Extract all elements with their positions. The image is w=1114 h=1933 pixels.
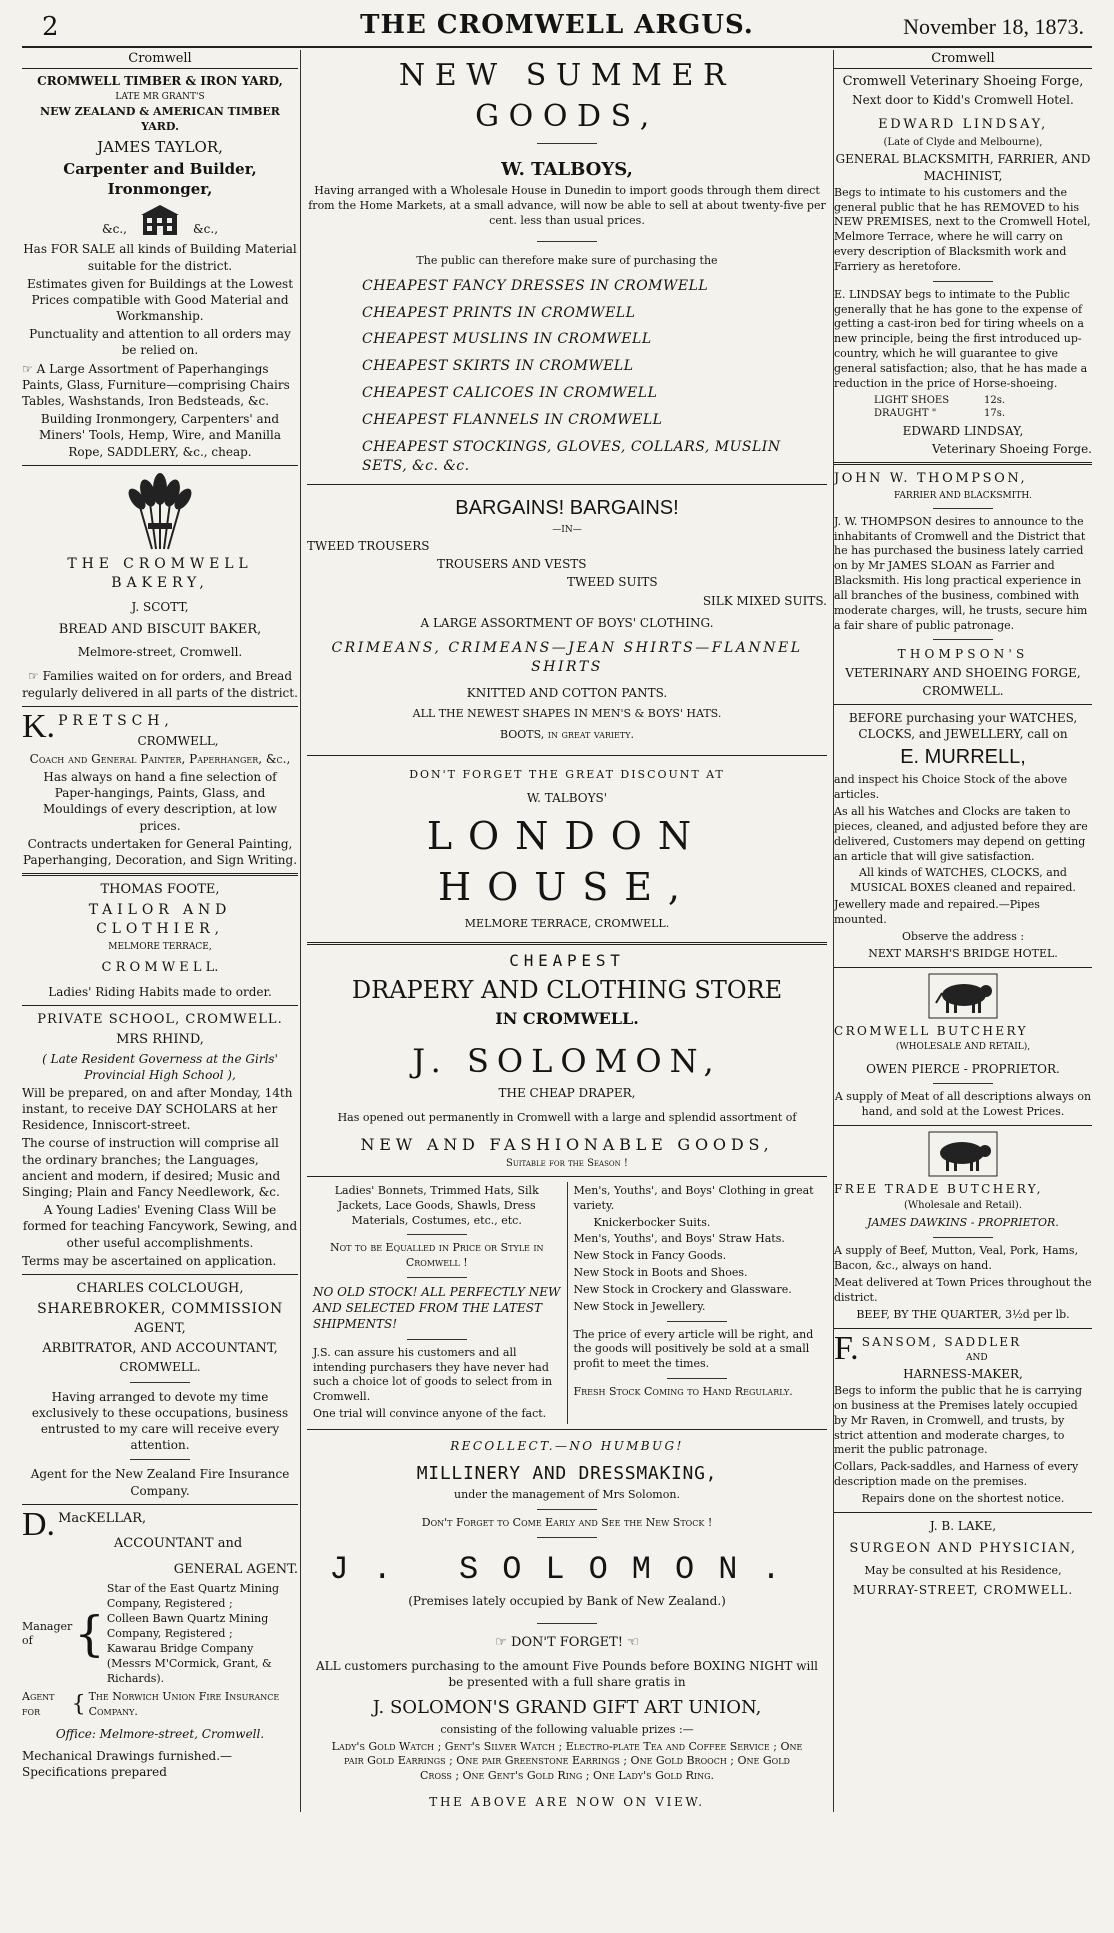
wheat-sheaf-icon — [120, 471, 200, 551]
page-number: 2 — [42, 12, 59, 42]
ad-text: May be consulted at his Residence, — [864, 1563, 1062, 1577]
drop-initial: D. — [22, 1505, 56, 1543]
ad-address: NEXT MARSH'S BRIDGE HOTEL. — [868, 946, 1058, 960]
ad-trade: FARRIER AND BLACKSMITH. — [893, 490, 1033, 501]
brace-icon: { — [74, 1606, 105, 1663]
cheapest-header: CHEAPEST — [509, 951, 625, 970]
free-trade-butchery-ad — [834, 1131, 1092, 1323]
ad-town: C R O M W E L L. — [101, 959, 219, 975]
ad-owner: THOMAS FOOTE, — [100, 882, 220, 898]
thompson-ad — [834, 470, 1092, 699]
details-left — [307, 1182, 568, 1424]
list-item: Men's, Youths', and Boys' Straw Hats. — [573, 1232, 785, 1246]
ad-title: THE CROMWELL BAKERY, — [67, 555, 253, 591]
assure-text: The public can therefore make sure of purchasing the — [416, 253, 718, 267]
bull-illustration — [834, 1131, 1092, 1177]
house-icon — [137, 203, 183, 237]
ad-title: MacKELLAR, — [58, 1510, 147, 1526]
column-left — [22, 50, 298, 1783]
managed-company: Star of the East Quartz Mining Company, Registered ; — [106, 1582, 280, 1611]
ad-text: Will be prepared, on and after Monday, 14th instant, to receive DAY SCHOLARS at her Residence, Inniscort-street. — [22, 1085, 293, 1133]
ad-owner: CHARLES COLCLOUGH, — [76, 1280, 244, 1296]
on-view-line: THE ABOVE ARE NOW ON VIEW. — [429, 1795, 705, 1810]
ad-text: Punctuality and attention to all orders may be relied on. — [29, 327, 291, 358]
bull-icon — [928, 1131, 998, 1177]
section-label: Cromwell — [834, 50, 1092, 69]
manager-label: Manager of — [22, 1619, 73, 1648]
ad-trade: AGENT, — [134, 1321, 186, 1337]
agent-label: Agent for — [22, 1690, 55, 1719]
ad-intro: BEFORE purchasing your WATCHES, CLOCKS, and JEWELLERY, call on — [848, 711, 1078, 742]
ad-text: Terms may be ascertained on application. — [22, 1253, 277, 1268]
ad-trade: HARNESS-MAKER, — [903, 1366, 1023, 1381]
etc-left: &c., — [101, 222, 127, 237]
millinery-headline: MILLINERY AND DRESSMAKING, — [416, 1463, 718, 1485]
agent-for — [22, 1690, 298, 1720]
drapery-subheadline: IN CROMWELL. — [495, 1008, 639, 1028]
list-item: Men's, Youths', and Boys' Clothing in great variety. — [573, 1183, 814, 1212]
etc-right: &c., — [193, 222, 219, 237]
school-ad — [22, 1011, 298, 1269]
assurance-text: J.S. can assure his customers and all intending purchasers they have never had such a choice lot of goods to select from in Cromwell. — [313, 1345, 553, 1404]
ad-note: AND — [966, 1352, 988, 1363]
issue-date: November 18, 1873. — [903, 14, 1084, 39]
management-line: under the management of Mrs Solomon. — [454, 1488, 680, 1502]
ad-text: Has always on hand a fine selection of Paper-hangings, Paints, Glass, and Mouldings of every description, at low prices. — [42, 770, 278, 833]
ad-text: E. LINDSAY begs to intimate to the Public generally that he has gone to the expense of getting a cast-iron bed for tiring wheels on a new principle, being the first introduced up-country, which he will guarantee to give general satisfaction; also, that he has made a reduction in the price of Horse-shoeing. — [834, 287, 1088, 390]
section-label: Cromwell — [22, 50, 298, 69]
agent-company: The Norwich Union Fire Insurance Company. — [88, 1690, 280, 1719]
wheat-sheaf-illustration — [22, 471, 298, 551]
forge-ad — [834, 73, 1092, 458]
sansom-ad — [834, 1329, 1092, 1507]
goods-line: ALL THE NEWEST SHAPES IN MEN'S & BOYS' HATS. — [412, 706, 722, 720]
ad-text: All kinds of WATCHES, CLOCKS, and MUSICAL BOXES cleaned and repaired. — [850, 866, 1076, 895]
price-value: 17s. — [984, 408, 1006, 420]
solomon-details — [307, 1182, 827, 1424]
list-item: CHEAPEST MUSLINS IN CROMWELL — [362, 331, 652, 348]
come-early-line: Don't Forget to Come Early and See the New Stock ! — [421, 1516, 713, 1530]
price-text: The price of every article will be right, and the goods will positively be sold at a small profit to meet the times. — [573, 1327, 814, 1371]
goods-line: A LARGE ASSORTMENT OF BOYS' CLOTHING. — [420, 615, 714, 630]
prizes-text: Lady's Gold Watch ; Gent's Silver Watch ; Electro-plate Tea and Coffee Service ; One pair Gold Earrings ; One pair Greenstone Earrings ; One Gold Brooch ; One Gold Cross ; One Gent's Gold Ring ; One Lady's Gold Ring. — [331, 1739, 803, 1783]
discount-line: DON'T FORGET THE GREAT DISCOUNT AT — [409, 767, 725, 781]
ad-text-body: Families waited on for orders, and Bread regularly delivered in all parts of the district. — [22, 669, 298, 700]
house-illustration — [22, 203, 298, 237]
ad-note: (Late of Clyde and Melbourne), — [883, 136, 1043, 148]
list-item: New Stock in Boots and Shoes. — [573, 1266, 748, 1280]
ad-text: Begs to inform the public that he is carrying on business at the Premises lately occupied by Mr Raven, in Cromwell, and trusts, by strict attention and moderate charges, to merit the public patronage. — [834, 1384, 1082, 1457]
list-item: CHEAPEST STOCKINGS, GLOVES, COLLARS, MUSLIN SETS, &c. &c. — [362, 439, 781, 474]
ad-town: CROMWELL. — [119, 1360, 201, 1375]
ad-text: Observe the address : — [901, 929, 1025, 943]
intro-text: Having arranged with a Wholesale House in Dunedin to import goods through them direct from the Home Markets, at a small advance, will now be able to sell at about twenty-five per cent. less than usual prices. — [308, 184, 826, 227]
cheap-draper: THE CHEAP DRAPER, — [498, 1085, 636, 1100]
cheapest-list — [307, 277, 827, 476]
bakery-ad — [22, 471, 298, 701]
list-item: Knickerbocker Suits. — [593, 1215, 711, 1229]
london-house-headline: LONDON HOUSE, — [426, 813, 708, 909]
no-old-stock: NO OLD STOCK! ALL PERFECTLY NEW AND SELECTED FROM THE LATEST SHIPMENTS! — [313, 1285, 561, 1332]
dont-forget-line — [307, 1634, 827, 1652]
ad-text-body: A Large Assortment of Paperhangings Paints, Glass, Furniture—comprising Chairs Tables, Washstands, Iron Bedsteads, &c. — [22, 361, 290, 408]
list-item: CHEAPEST CALICOES IN CROMWELL — [362, 385, 658, 402]
ad-text: A supply of Meat of all descriptions always on hand, and sold at the Lowest Prices. — [834, 1090, 1092, 1118]
drop-initial: F. — [834, 1329, 859, 1367]
forge-title: THOMPSON'S — [897, 647, 1029, 662]
goods-line: TWEED SUITS — [567, 575, 658, 590]
ad-owner: EDWARD LINDSAY, — [878, 117, 1048, 133]
ad-text: Has FOR SALE all kinds of Building Material suitable for the district. — [23, 242, 297, 273]
ad-trade: SHAREBROKER, COMMISSION — [37, 1300, 283, 1317]
colclough-ad — [22, 1280, 298, 1499]
ad-text: Having arranged to devote my time exclusively to these occupations, business entrusted to my care will receive every attention. — [31, 1389, 289, 1453]
ad-owner: E. MURRELL, — [900, 746, 1026, 769]
merchant-name: W. TALBOYS, — [501, 159, 633, 180]
list-item: CHEAPEST FANCY DRESSES IN CROMWELL — [362, 277, 709, 294]
column-right — [834, 50, 1092, 1601]
ad-subtitle: NEW ZEALAND & AMERICAN TIMBER YARD. — [40, 104, 280, 133]
ad-text: Meat delivered at Town Prices throughout the district. — [834, 1275, 1092, 1304]
ad-text: and inspect his Choice Stock of the above articles. — [834, 773, 1068, 802]
ad-credential: ( Late Resident Governess at the Girls' Provincial High School ), — [42, 1051, 278, 1082]
ad-text: Mechanical Drawings furnished.—Specifications prepared — [22, 1749, 233, 1780]
pretsch-ad — [22, 707, 298, 868]
suitable-line: Suitable for the Season ! — [506, 1158, 628, 1170]
mackellar-ad — [22, 1505, 298, 1781]
ad-trade: BREAD AND BISCUIT BAKER, — [58, 621, 262, 637]
ad-title: PRIVATE SCHOOL, CROMWELL. — [37, 1012, 283, 1028]
shoe-prices — [834, 394, 1092, 421]
one-trial: One trial will convince anyone of the fact. — [313, 1407, 547, 1421]
ad-owner: J. SCOTT, — [131, 599, 189, 614]
managed-company: Colleen Bawn Quartz Mining Company, Registered ; — [106, 1612, 269, 1640]
price-value: 12s. — [984, 394, 1006, 406]
price-row — [874, 394, 1092, 408]
forge-title: VETERINARY AND SHOEING FORGE, — [845, 665, 1081, 680]
ad-title: CROMWELL TIMBER & IRON YARD, — [37, 73, 283, 88]
ad-trade: GENERAL BLACKSMITH, FARRIER, AND MACHINIST, — [835, 152, 1091, 183]
drapery-headline: DRAPERY AND CLOTHING STORE — [351, 975, 783, 1004]
address-line: MELMORE TERRACE, CROMWELL. — [464, 917, 670, 931]
bargains-headline: BARGAINS! BARGAINS! — [455, 496, 679, 519]
ad-text: Building Ironmongery, Carpenters' and Miners' Tools, Hemp, Wire, and Manilla Rope, SADDLERY, &c., cheap. — [38, 412, 281, 459]
ladies-goods: Ladies' Bonnets, Trimmed Hats, Silk Jackets, Lace Goods, Shawls, Dress Materials, Costumes, etc., etc. — [334, 1183, 539, 1227]
merchant-name: W. TALBOYS' — [526, 791, 608, 806]
ad-trade: GENERAL AGENT. — [173, 1561, 298, 1577]
masthead — [22, 8, 1092, 48]
ad-trade: Carpenter and Builder, Ironmonger, — [63, 159, 257, 199]
ad-text: The course of instruction will comprise all the ordinary branches; the Languages, ancient and modern, if desired; Music and Singing; Plain and Fancy Needlework, &c. — [22, 1136, 281, 1200]
price-label: LIGHT SHOES — [874, 394, 950, 406]
ad-note: LATE MR GRANT'S — [115, 91, 205, 102]
ox-illustration — [834, 973, 1092, 1019]
ad-signature: Veterinary Shoeing Forge. — [932, 441, 1092, 456]
ad-owner: MRS RHIND, — [116, 1031, 204, 1047]
solomon-headline: J. SOLOMON, — [412, 1041, 722, 1080]
foote-ad — [22, 881, 298, 1000]
ad-trade: ACCOUNTANT and — [113, 1536, 243, 1552]
list-item: CHEAPEST FLANNELS IN CROMWELL — [362, 412, 663, 429]
ad-owner: JAMES DAWKINS - PROPRIETOR. — [867, 1216, 1059, 1230]
ad-text: Ladies' Riding Habits made to order. — [48, 985, 272, 1000]
ad-text: BEEF, BY THE QUARTER, 3½d per lb. — [856, 1307, 1070, 1321]
price-row — [874, 407, 1092, 421]
brace-icon: { — [71, 1692, 86, 1718]
ad-title: FREE TRADE BUTCHERY, — [834, 1181, 1043, 1196]
ad-signature: EDWARD LINDSAY, — [902, 423, 1024, 438]
goods-line: TROUSERS AND VESTS — [437, 557, 587, 572]
goods-line: KNITTED AND COTTON PANTS. — [466, 685, 668, 700]
ad-note: Next door to Kidd's Cromwell Hotel. — [852, 93, 1074, 108]
ad-owner: OWEN PIERCE - PROPRIETOR. — [866, 1061, 1060, 1076]
list-item: CHEAPEST SKIRTS IN CROMWELL — [362, 358, 634, 375]
in-divider: —IN— — [552, 524, 582, 535]
consisting-line: consisting of the following valuable prizes :— — [440, 1722, 694, 1736]
pointing-hand-icon: ☜ — [627, 1635, 639, 1651]
banner-headline: NEW SUMMER GOODS, — [398, 58, 736, 134]
ad-trade: TAILOR AND CLOTHIER, — [88, 901, 232, 937]
ad-subtitle: (WHOLESALE AND RETAIL), — [895, 1041, 1031, 1052]
ad-owner: JAMES TAYLOR, — [97, 137, 223, 156]
manager-of — [22, 1582, 298, 1686]
ad-title: PRETSCH, — [58, 712, 174, 729]
gift-headline: J. SOLOMON'S GRAND GIFT ART UNION, — [372, 1697, 762, 1719]
all-customers-text: ALL customers purchasing to the amount Five Pounds before BOXING NIGHT will be presented with a full share gratis in — [315, 1658, 819, 1690]
ad-text: Contracts undertaken for General Painting, Paperhanging, Decoration, and Sign Writing. — [22, 836, 298, 868]
details-right — [568, 1182, 828, 1424]
goods-line: CRIMEANS, CRIMEANS—JEAN SHIRTS—FLANNEL SHIRTS — [331, 639, 803, 675]
ad-title: CROMWELL BUTCHERY — [834, 1023, 1028, 1038]
not-equalled: Not to be Equalled in Price or Style in Cromwell ! — [329, 1241, 544, 1270]
recollect-line: RECOLLECT.—NO HUMBUG! — [450, 1438, 684, 1453]
ad-text: Jewellery made and repaired.—Pipes mounted. — [834, 898, 1040, 927]
ad-text: Collars, Pack-saddles, and Harness of every description made on the premises. — [834, 1460, 1079, 1489]
ad-text — [22, 361, 298, 410]
ad-text: Repairs done on the shortest notice. — [861, 1491, 1065, 1505]
ad-owner: JOHN W. THOMPSON, — [834, 471, 1028, 487]
ad-office: Office: Melmore-street, Cromwell. — [55, 1727, 265, 1742]
drop-initial: K. — [22, 707, 56, 745]
ox-icon — [928, 973, 998, 1019]
ad-owner: J. B. LAKE, — [929, 1518, 997, 1533]
dont-forget-text: DON'T FORGET! — [510, 1635, 624, 1651]
ad-address: Melmore-street, Cromwell. — [77, 645, 243, 660]
lake-ad — [834, 1518, 1092, 1599]
solomon-headline-2: J. SOLOMON. — [329, 1551, 805, 1589]
ad-address: MURRAY-STREET, CROMWELL. — [852, 1583, 1074, 1598]
new-goods-headline: NEW AND FASHIONABLE GOODS, — [360, 1134, 774, 1154]
butchery-ad — [834, 973, 1092, 1120]
list-item: CHEAPEST PRINTS IN CROMWELL — [362, 304, 636, 321]
ad-text: Agent for the New Zealand Fire Insurance Company. — [30, 1467, 290, 1498]
ad-text: A Young Ladies' Evening Class Will be formed for teaching Fancywork, Sewing, and other useful accomplishments. — [22, 1203, 298, 1250]
list-item: New Stock in Fancy Goods. — [573, 1249, 727, 1263]
ad-title: Cromwell Veterinary Shoeing Forge, — [842, 73, 1084, 89]
ad-trade: SURGEON AND PHYSICIAN, — [849, 1540, 1077, 1556]
pointing-hand-icon: ☞ — [495, 1635, 507, 1651]
list-item: New Stock in Jewellery. — [573, 1299, 706, 1313]
ad-text: Begs to intimate to his customers and the general public that he has REMOVED to his NEW PREMISES, next to the Cromwell Hotel, Melmore Terrace, where he will carry on every description of Blacksmith work and Farriery as heretofore. — [834, 185, 1091, 273]
ad-subtitle: (Wholesale and Retail). — [903, 1199, 1023, 1211]
opened-text: Has opened out permanently in Cromwell with a large and splendid assortment of — [337, 1110, 797, 1124]
newspaper-title: THE CROMWELL ARGUS. — [360, 10, 754, 40]
premises-line: (Premises lately occupied by Bank of New Zealand.) — [408, 1594, 726, 1609]
goods-line: BOOTS, in great variety. — [499, 727, 635, 741]
pointing-hand-icon: ☞ — [22, 361, 33, 376]
ad-title: SANSOM, SADDLER — [861, 1334, 1022, 1349]
ad-trade: Coach and General Painter, Paperhanger, &c., — [29, 751, 291, 766]
murrell-ad — [834, 710, 1092, 962]
column-center — [300, 50, 834, 1812]
forge-title: CROMWELL. — [922, 683, 1004, 698]
ad-text — [22, 668, 298, 700]
ad-address: MELMORE TERRACE, — [108, 941, 212, 952]
ad-town: CROMWELL, — [137, 733, 219, 748]
ad-text: As all his Watches and Clocks are taken to pieces, cleaned, and adjusted before they are delivered, Customers may depend on getting an article that will give satisfaction. — [834, 805, 1088, 863]
goods-line: TWEED TROUSERS — [307, 538, 430, 553]
ad-text: A supply of Beef, Mutton, Veal, Pork, Hams, Bacon, &c., always on hand. — [834, 1244, 1079, 1273]
pointing-hand-icon: ☞ — [27, 669, 39, 684]
fresh-stock: Fresh Stock Coming to Hand Regularly. — [573, 1385, 793, 1399]
timber-yard-ad — [22, 73, 298, 460]
managed-company: Kawarau Bridge Company (Messrs M'Cormick, Grant, & Richards). — [106, 1641, 272, 1685]
goods-line: SILK MIXED SUITS. — [702, 593, 827, 608]
price-label: DRAUGHT " — [874, 408, 937, 420]
ad-trade: ARBITRATOR, AND ACCOUNTANT, — [42, 1340, 278, 1356]
ad-text: J. W. THOMPSON desires to announce to the inhabitants of Cromwell and the District that he has purchased the business lately carried on by Mr JAMES SLOAN as Farrier and Blacksmith. His long practical experience in all branches of the business, combined with moderate charges, will, he trusts, secure him a fair share of public patronage. — [834, 514, 1088, 632]
list-item: New Stock in Crockery and Glassware. — [573, 1282, 792, 1296]
ad-text: Estimates given for Buildings at the Lowest Prices compatible with Good Material and Workmanship. — [26, 276, 294, 324]
